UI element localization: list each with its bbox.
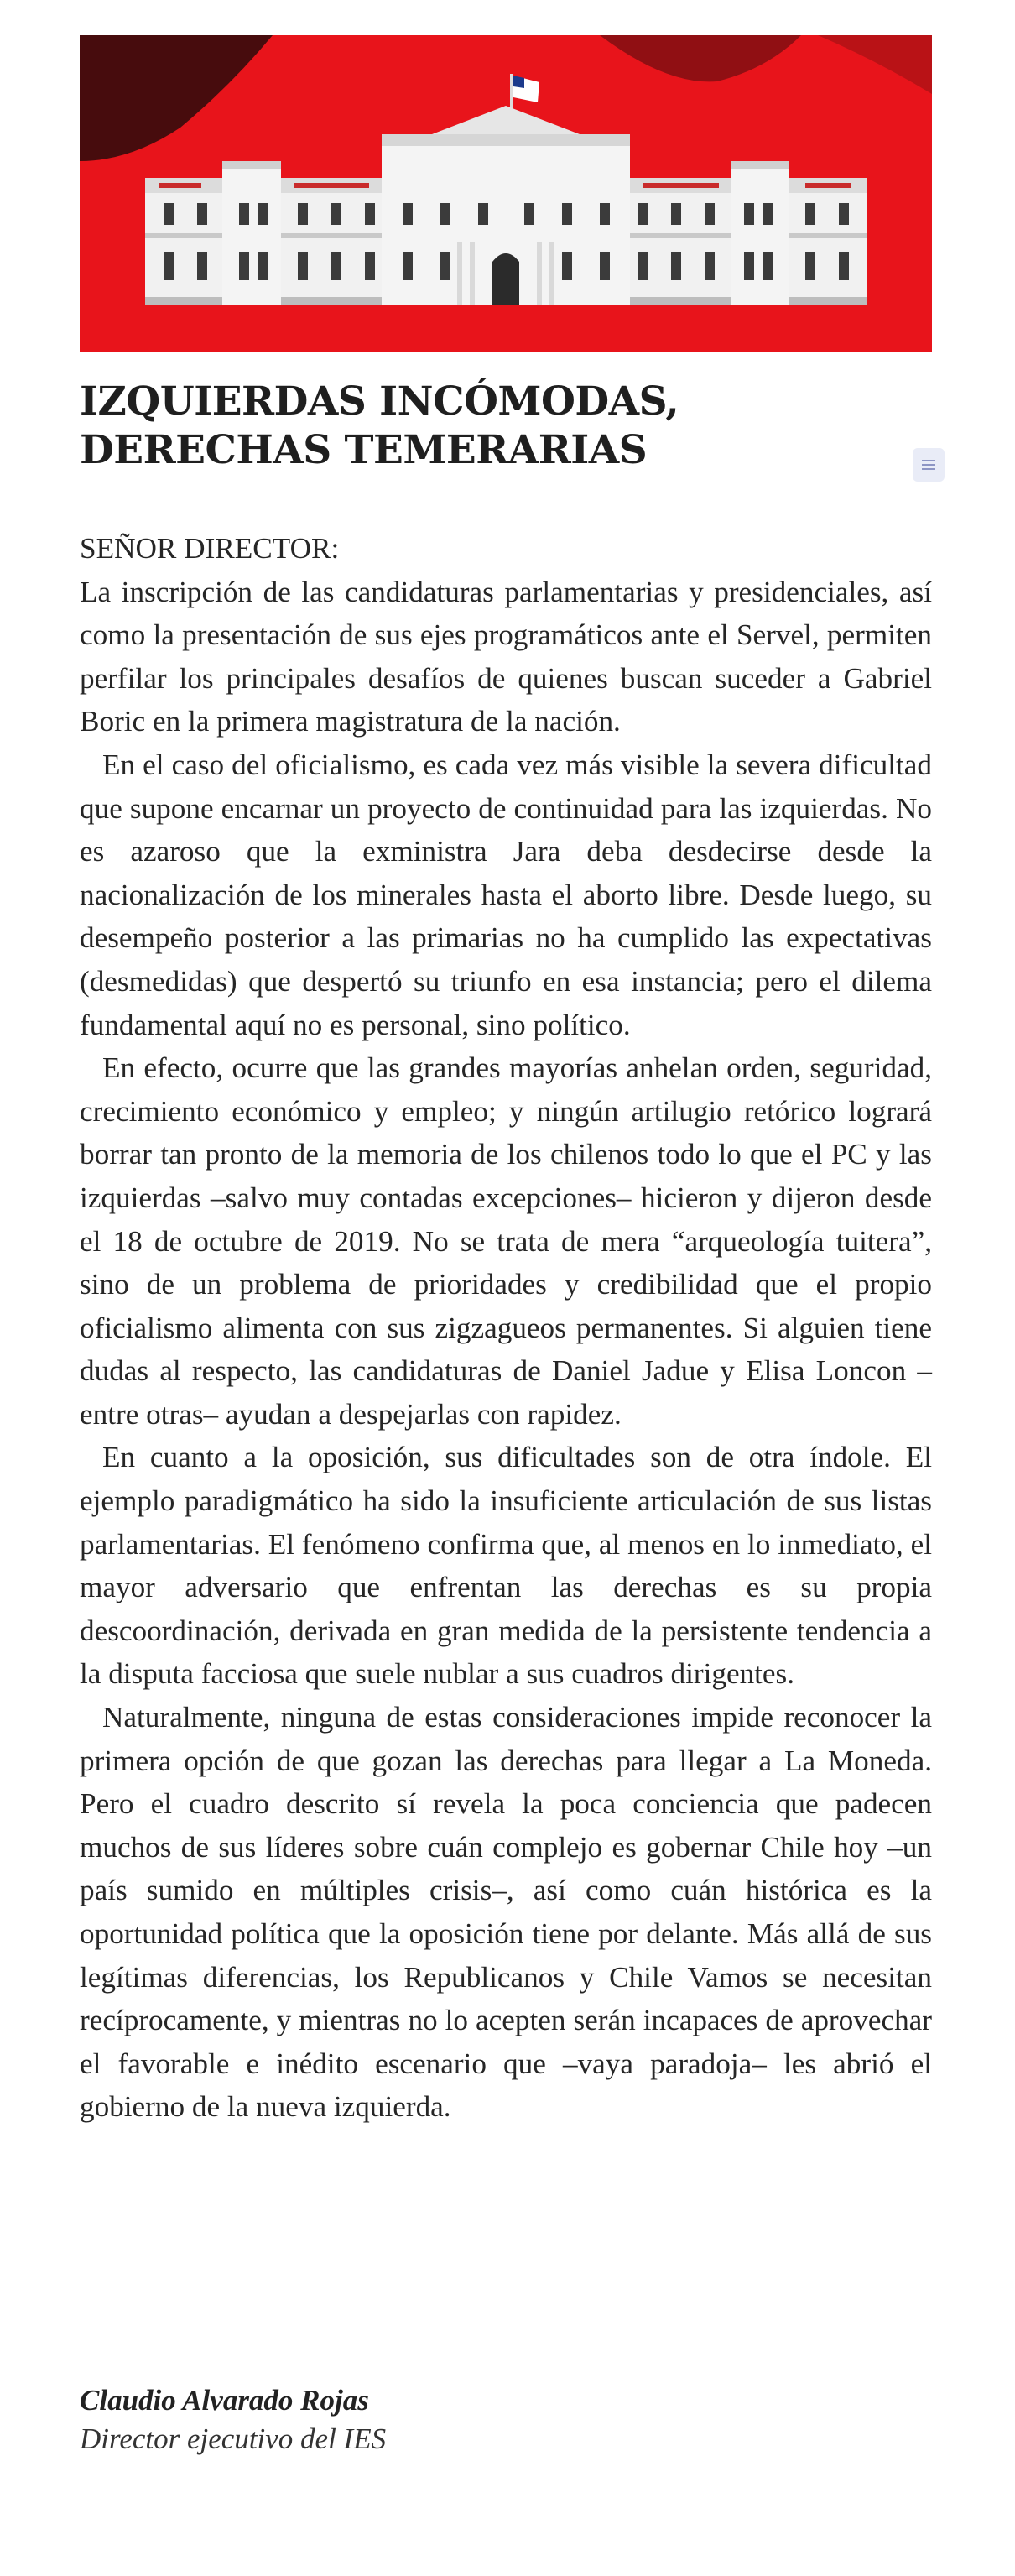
paragraph: Naturalmente, ninguna de estas consideraciones impide reconocer la primera opción de que gozan las derechas para llegar a La Moneda. Pero el cuadro descrito sí revela la poca conciencia que padecen muchos de sus líderes sobre cuán complejo es gobernar Chile hoy –un país sumido en múltiples crisis–, así como cuán histórica es la oportunidad política que la oposición tiene por delante. Más allá de sus legítimas diferencias, los Republicanos y Chile Vamos se necesitan recíprocamente, y mientras no lo acepten serán incapaces de aprovechar el favorable e inédito escenario que –vaya paradoja– les abrió el gobierno de la nueva izquierda.	[80, 1701, 932, 2124]
author-name: Claudio Alvarado Rojas	[80, 2384, 369, 2417]
author-role: Director ejecutivo del IES	[80, 2422, 387, 2455]
paragraph: En cuanto a la oposición, sus dificultades son de otra índole. El ejemplo paradigmático ha sido la insuficiente articulación de sus listas parlamentarias. El fenómeno confirma que, al menos en lo inmediato, el mayor adversario que enfrentan las derechas es su propia descoordinación, derivada en gran medida de la persistente tendencia a la disputa facciosa que suele nublar a sus cuadros dirigentes.	[80, 1441, 932, 1691]
letter-body	[80, 527, 932, 2129]
note-icon[interactable]	[913, 448, 945, 482]
paragraph: La inscripción de las candidaturas parlamentarias y presidenciales, así como la presentación de sus ejes programáticos ante el Servel, permiten perfilar los principales desafíos de quienes buscan suceder a Gabriel Boric en la primera magistratura de la nación.	[80, 575, 932, 738]
salutation: SEÑOR DIRECTOR:	[80, 532, 340, 565]
header-illustration	[80, 35, 932, 352]
paragraph: En efecto, ocurre que las grandes mayorías anhelan orden, seguridad, crecimiento económico y empleo; y ningún artilugio retórico logrará borrar tan pronto de la memoria de los chilenos todo lo que el PC y las izquierdas –salvo muy contadas excepciones– hicieron y dijeron desde el 18 de octubre de 2019. No se trata de mera “arqueología tuitera”, sino de un problema de prioridades y credibilidad que el propio oficialismo alimenta con sus zigzagueos permanentes. Si alguien tiene dudas al respecto, las candidaturas de Daniel Jadue y Elisa Loncon –entre otras– ayudan a despejarlas con rapidez.	[80, 1051, 932, 1431]
paragraph: En el caso del oficialismo, es cada vez más visible la severa dificultad que supone encarnar un proyecto de continuidad para las izquierdas. No es azaroso que la exministra Jara deba desdecirse desde la nacionalización de los minerales hasta el aborto libre. Desde luego, su desempeño posterior a las primarias no ha cumplido las expectativas (desmedidas) que despertó su triunfo en esa instancia; pero el dilema fundamental aquí no es personal, sino político.	[80, 748, 932, 1041]
article-title: IZQUIERDAS INCÓMODAS, DERECHAS TEMERARIAS	[80, 378, 679, 473]
signature-block	[80, 2381, 932, 2459]
la-moneda-palace-icon	[80, 35, 932, 352]
